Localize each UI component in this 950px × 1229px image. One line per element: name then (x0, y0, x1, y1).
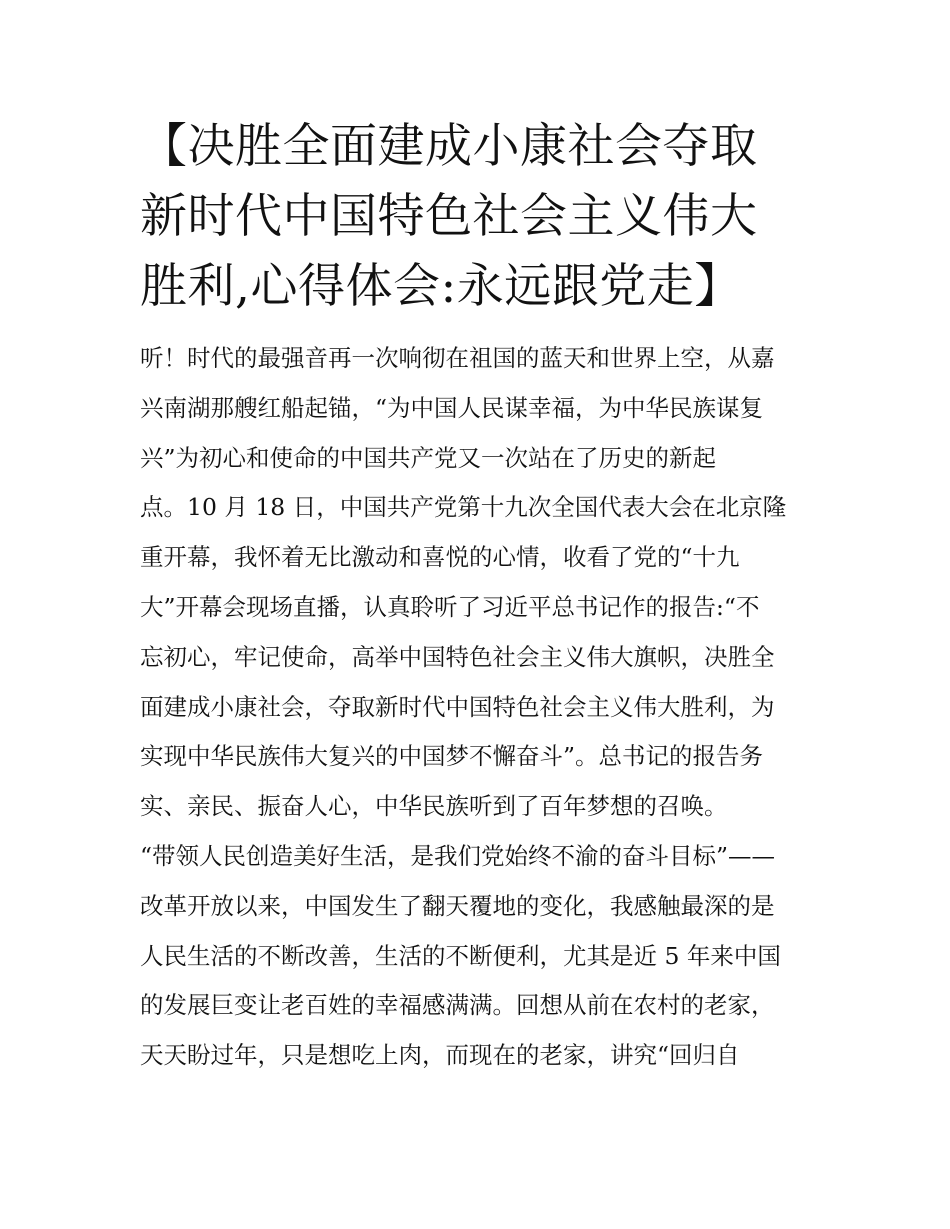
title-line: 胜利,心得体会:永远跟党走】 (140, 259, 742, 314)
body-line: 重开幕，我怀着无比激动和喜悦的心情，收看了党的“十九 (140, 543, 740, 572)
document-content (140, 112, 812, 1081)
body-line: 点。10 月 18 日，中国共产党第十九次全国代表大会在北京隆 (140, 493, 787, 522)
body-line: 实现中华民族伟大复兴的中国梦不懈奋斗”。总书记的报告务 (140, 742, 764, 771)
body-line: 天天盼过年，只是想吃上肉，而现在的老家，讲究“回归自 (140, 1041, 740, 1070)
document-title (140, 112, 812, 322)
body-line: 人民生活的不断改善，生活的不断便利，尤其是近 5 年来中国 (140, 941, 781, 970)
body-line: 改革开放以来，中国发生了翻天覆地的变化，我感触最深的是 (140, 891, 775, 920)
title-line: 【决胜全面建成小康社会夺取 (140, 119, 758, 174)
body-line: 大”开幕会现场直播，认真聆听了习近平总书记作的报告:“不 (140, 592, 760, 621)
body-line: 的发展巨变让老百姓的幸福感满满。回想从前在农村的老家， (140, 991, 775, 1020)
body-line: 兴南湖那艘红船起锚，“为中国人民谋幸福，为中华民族谋复 (140, 393, 764, 422)
body-line: “带领人民创造美好生活，是我们党始终不渝的奋斗目标”—— (140, 841, 776, 870)
document-body (140, 334, 812, 1081)
body-line: 忘初心，牢记使命，高举中国特色社会主义伟大旗帜，决胜全 (140, 642, 775, 671)
body-line: 实、亲民、振奋人心，中华民族听到了百年梦想的召唤。 (140, 792, 728, 821)
body-line: 面建成小康社会，夺取新时代中国特色社会主义伟大胜利，为 (140, 692, 775, 721)
body-line: 听！时代的最强音再一次响彻在祖国的蓝天和世界上空，从嘉 (140, 344, 775, 372)
title-line: 新时代中国特色社会主义伟大 (140, 189, 758, 244)
body-line: 兴”为初心和使命的中国共产党又一次站在了历史的新起 (140, 443, 717, 472)
